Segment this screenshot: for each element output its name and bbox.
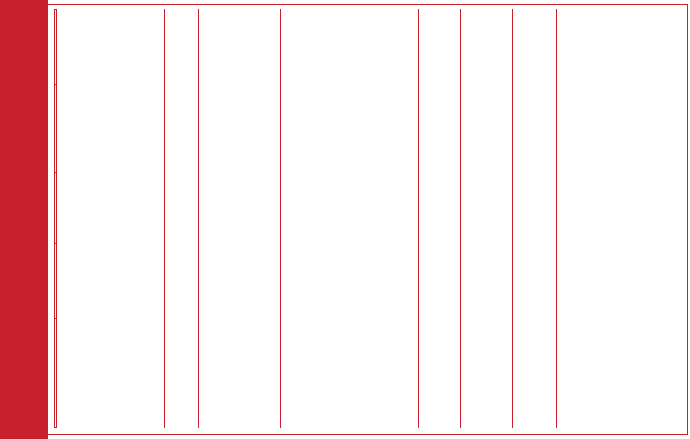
col-af-generator (55, 244, 57, 319)
footnotes (58, 9, 64, 428)
col-fm (55, 85, 57, 173)
smdu07-section (198, 9, 201, 428)
ccitt-section (556, 9, 559, 428)
deviation-meter-section (280, 9, 285, 428)
af-voltmeter-section (418, 9, 421, 428)
page-title (0, 0, 48, 439)
af-generator-section (52, 9, 64, 428)
smdu09-section (164, 9, 173, 428)
spec-page (48, 4, 688, 435)
col-am (55, 173, 57, 244)
col-phim (55, 10, 57, 85)
table-header (55, 10, 57, 428)
distortion-meter-section (460, 9, 463, 428)
sinad-meter-section (512, 9, 515, 428)
af-generator-table (54, 9, 57, 428)
